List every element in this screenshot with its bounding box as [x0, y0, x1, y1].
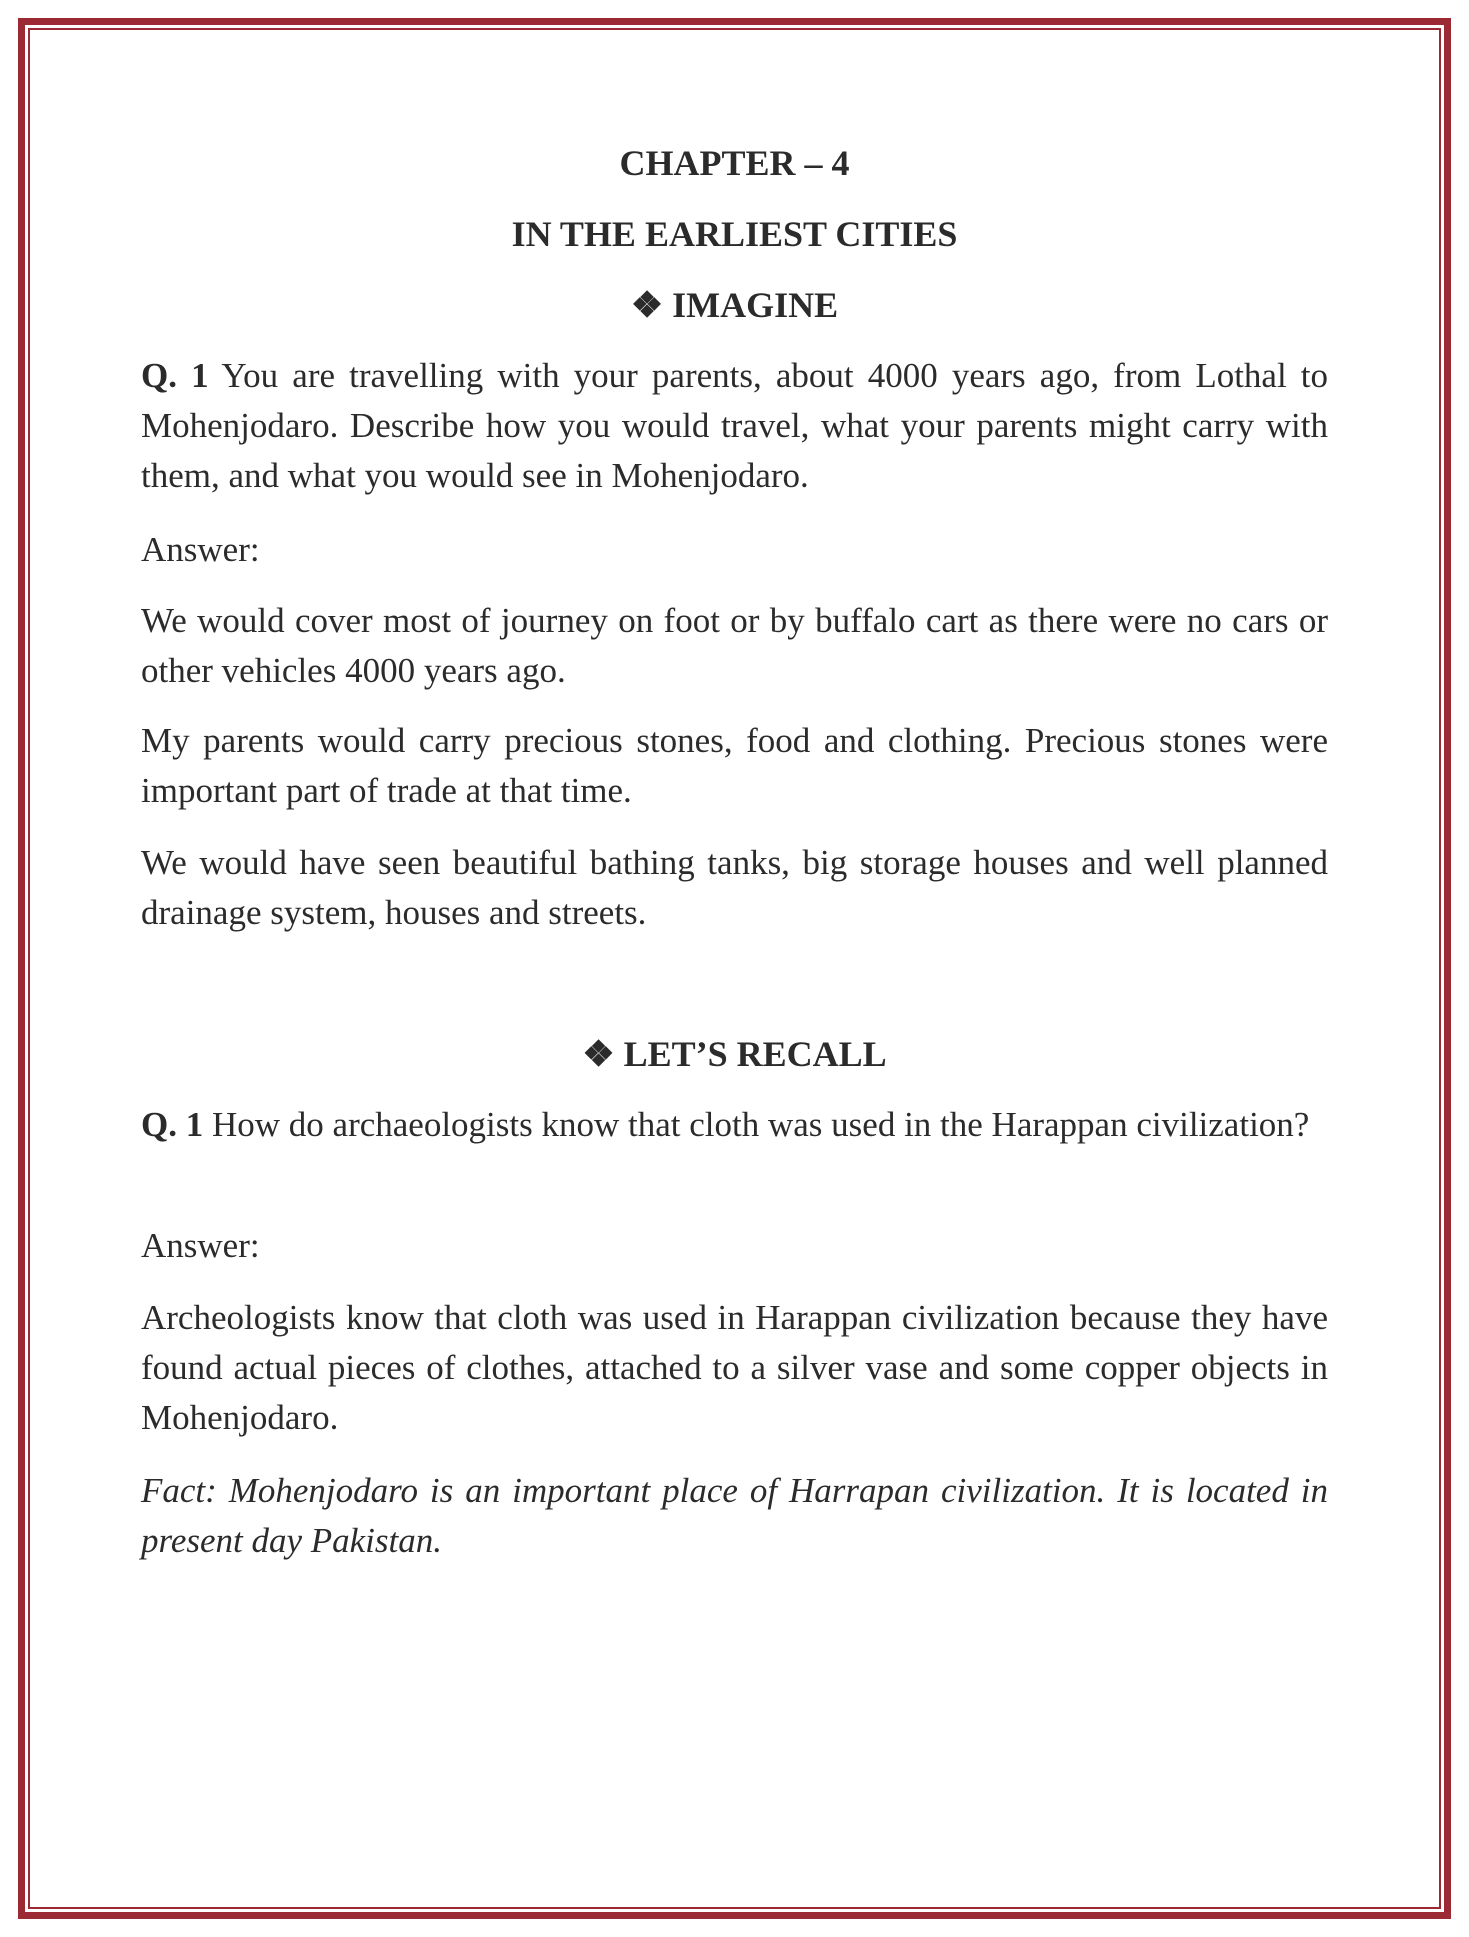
section-heading-text: IMAGINE: [672, 285, 839, 325]
question-number: Q. 1: [141, 1105, 204, 1144]
fact-note: Fact: Mohenjodaro is an important place of Harrapan civilization. It is located in present day Pakistan.: [141, 1471, 1328, 1560]
diamond-bullet-icon: ❖: [630, 285, 664, 325]
diamond-bullet-icon: ❖: [582, 1034, 615, 1074]
answer-label: Answer:: [141, 530, 260, 569]
answer-paragraph: We would cover most of journey on foot or by buffalo cart as there were no cars or other vehicles 4000 years ago.: [141, 601, 1328, 690]
answer-paragraph: We would have seen beautiful bathing tanks, big storage houses and well planned drainage system, houses and streets.: [141, 843, 1328, 932]
question-text: You are travelling with your parents, about 4000 years ago, from Lothal to Mohenjodaro. Describe how you would travel, what your parents might carry with them, and what you would see in Mohenjodaro.: [141, 356, 1329, 495]
section-heading-recall: [141, 1029, 1328, 1079]
answer-paragraph: Archeologists know that cloth was used in Harappan civilization because they have found actual pieces of clothes, attached to a silver vase and some copper objects in Mohenjodaro.: [141, 1298, 1328, 1437]
answer-label: Answer:: [141, 1226, 260, 1265]
chapter-title: IN THE EARLIEST CITIES: [511, 214, 958, 254]
section-heading-imagine: [141, 280, 1328, 330]
question-number: Q. 1: [141, 356, 209, 395]
question: [141, 351, 1328, 501]
question: [141, 1100, 1328, 1150]
question-text: How do archaeologists know that cloth was used in the Harappan civilization?: [211, 1105, 1310, 1144]
chapter-number: CHAPTER – 4: [619, 143, 850, 183]
section-heading-text: LET’S RECALL: [623, 1034, 887, 1074]
answer-paragraph: My parents would carry precious stones, food and clothing. Precious stones were important part of trade at that time.: [141, 721, 1328, 810]
